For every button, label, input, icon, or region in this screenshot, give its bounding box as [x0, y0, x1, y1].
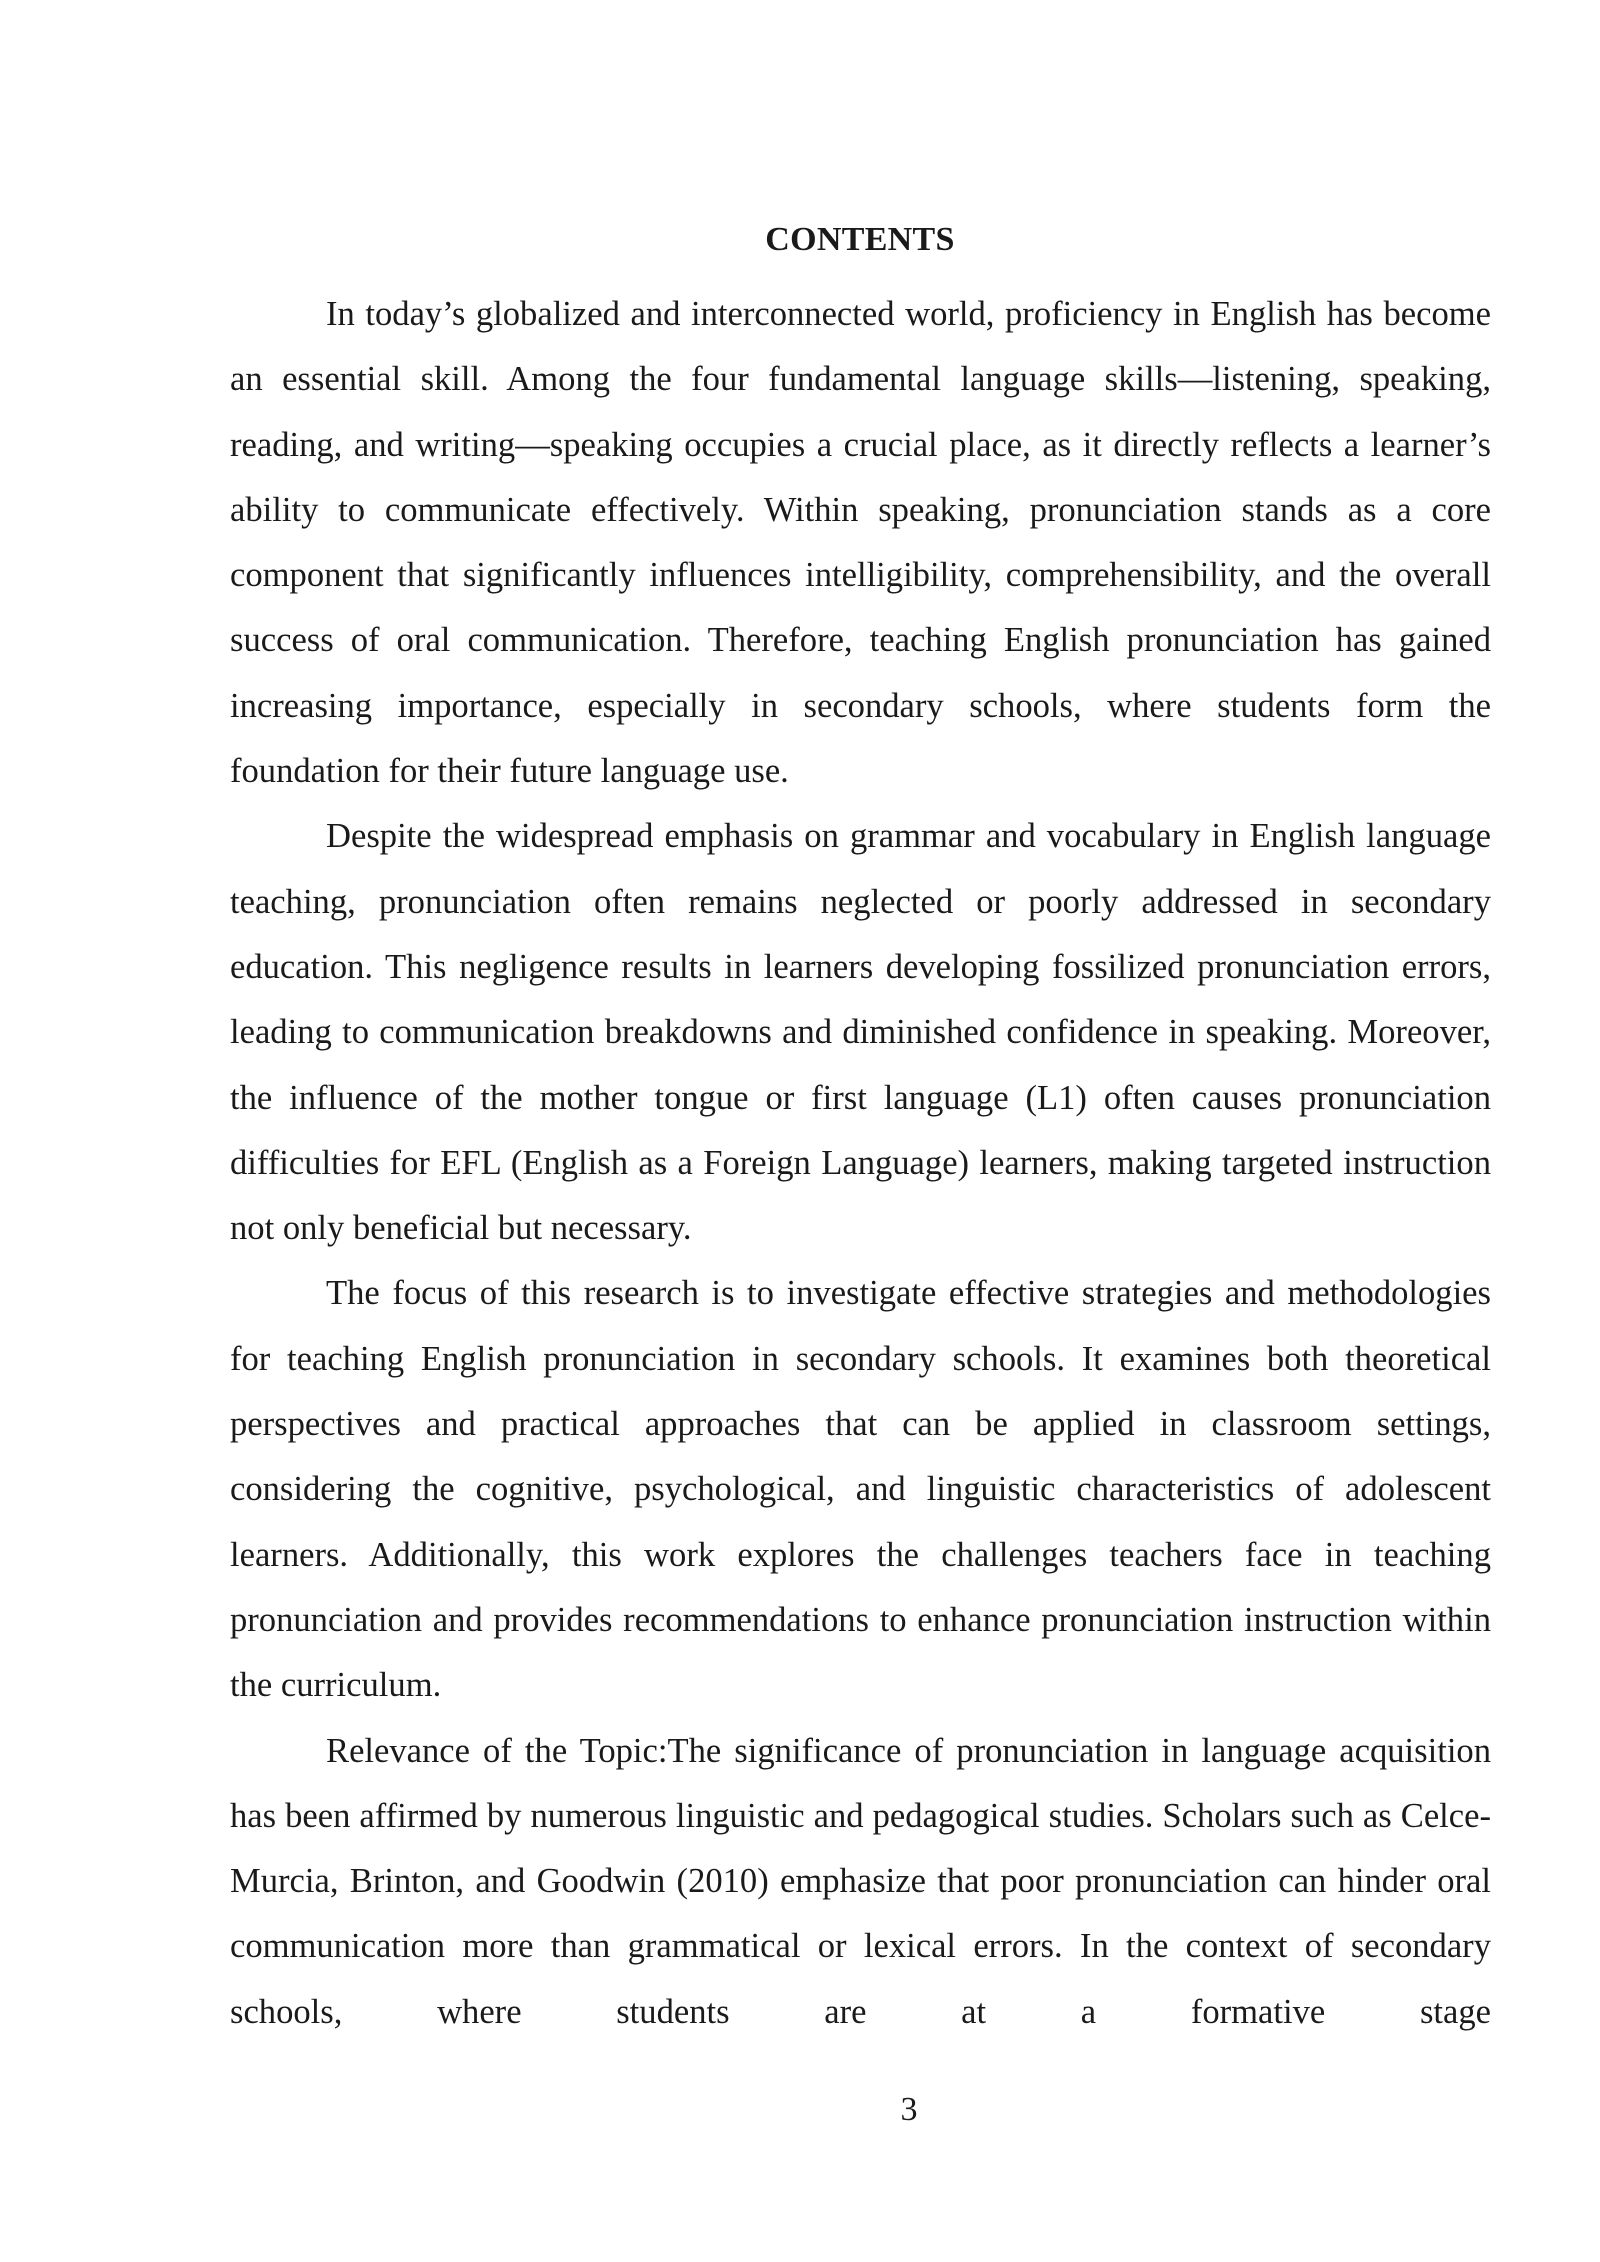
paragraph-relevance: Relevance of the Topic:The significance of pronunciation in language acquisition has been affirmed by numerous linguistic and pedagogical studies. Scholars such as Celce-Murcia, Brinton, and Goodwin (2010) emphasize that poor pronunciation can hinder oral communication more than grammatical or lexical errors. In the context of secondary schools, where students are at a formative stage — [230, 1731, 1491, 2031]
paragraph-introduction: In today’s globalized and interconnected world, proficiency in English has become an essential skill. Among the four fundamental language skills—listening, speaking, reading, and writing—speaking occupies a crucial place, as it directly reflects a learner’s ability to communicate effectively. Within speaking, pronunciation stands as a core component that significantly influences intelligibility, comprehensibility, and the overall success of oral communication. Therefore, teaching English pronunciation has gained increasing importance, especially in secondary schools, where students form the foundation for their future language use. — [230, 295, 1491, 791]
paragraph-research-focus: The focus of this research is to investigate effective strategies and methodologies for teaching English pronunciation in secondary schools. It examines both theoretical perspectives and practical approaches that can be applied in classroom settings, considering the cognitive, psychological, and linguistic characteristics of adolescent learners. Additionally, this work explores the challenges teachers face in teaching pronunciation and provides recommendations to enhance pronunciation instruction within the curriculum. — [230, 1274, 1491, 1705]
paragraph-neglect: Despite the widespread emphasis on grammar and vocabulary in English language teaching, pronunciation often remains neglected or poorly addressed in secondary education. This negligence results in learners developing fossilized pronunciation errors, leading to communication breakdowns and diminished confidence in speaking. Moreover, the influence of the mother tongue or first language (L1) often causes pronunciation difficulties for EFL (English as a Foreign Language) learners, making targeted instruction not only beneficial but necessary. — [230, 817, 1491, 1248]
body-text — [230, 282, 1491, 2045]
page-title: CONTENTS — [765, 221, 955, 258]
page-number: 3 — [900, 2091, 918, 2128]
